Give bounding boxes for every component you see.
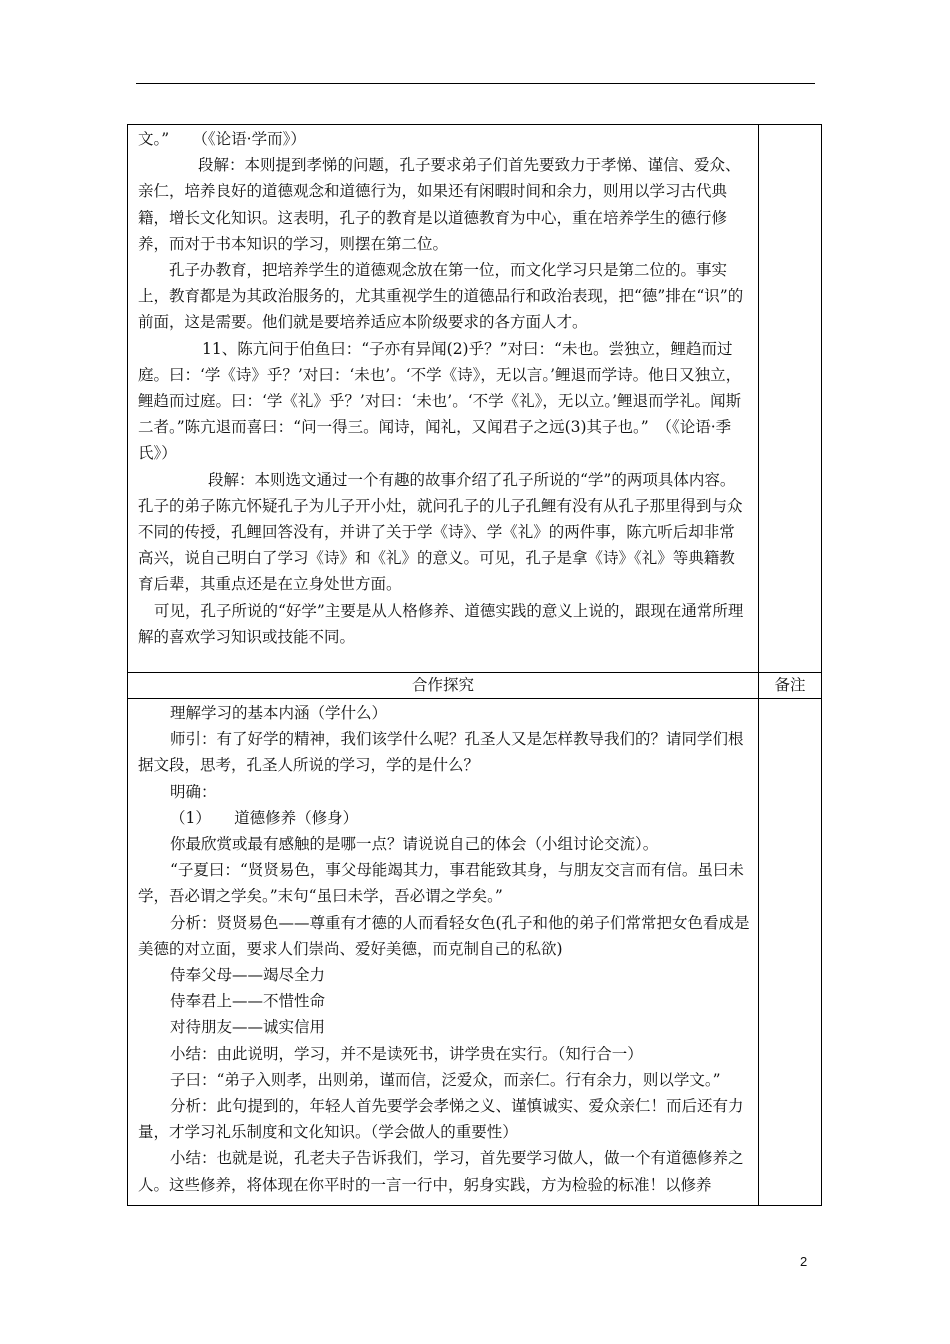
paragraph: 你最欣赏或最有感触的是哪一点？请说说自己的体会（小组讨论交流）。 bbox=[170, 835, 659, 854]
paragraph: 小结：也就是说，孔老夫子告诉我们，学习，首先要学习做人，做一个有道德修养之人。这些修养，将体现在你平时的一言一行中，躬身实践，方为检验的标准！以修养 bbox=[138, 1149, 744, 1194]
inquiry-section bbox=[138, 700, 750, 1198]
paragraph: （1） 道德修养（修身） bbox=[170, 808, 359, 827]
paragraph: 小结：由此说明，学习，并不是读死书，讲学贵在实行。（知行合一） bbox=[170, 1044, 643, 1063]
paragraph: 侍奉父母——竭尽全力 bbox=[170, 966, 326, 985]
paragraph: 11、陈亢问于伯鱼曰：“子亦有异闻(2)乎？”对曰：“未也。尝独立，鲤趋而过庭。曰：‘学《诗》乎？’对曰：‘未也’。‘不学《诗》，无以言。’鲤退而学诗。他日又独立，鲤趋而过庭。曰：‘学《礼》乎？’对曰：‘未也’。‘不学《礼》，无以立。’鲤退而学礼。闻斯二者。”陈亢退而喜曰：“问一得三。闻诗，闻礼，又闻君子之远(3)其子也。” （《论语·季氏》） bbox=[138, 339, 742, 463]
paragraph: 明确： bbox=[170, 782, 217, 801]
section-header-notes: 备注 bbox=[774, 676, 806, 694]
paragraph: 孔子办教育，把培养学生的道德观念放在第一位，而文化学习只是第二位的。事实上，教育都是为其政治服务的，尤其重视学生的道德品行和政治表现，把“德”排在“识”的前面，这是需要。他们就是要培养适应本阶级要求的各方面人才。 bbox=[138, 261, 744, 332]
column-divider bbox=[758, 125, 759, 1205]
paragraph: 分析：贤贤易色——尊重有才德的人而看轻女色(孔子和他的弟子们常常把女色看成是美德的对立面，要求人们崇尚、爱好美德，而克制自己的私欲) bbox=[138, 913, 750, 958]
paragraph: 对待朋友——诚实信用 bbox=[170, 1018, 326, 1037]
reading-section bbox=[138, 126, 750, 650]
paragraph: 侍奉君上——不惜性命 bbox=[170, 992, 326, 1011]
paragraph: 理解学习的基本内涵（学什么） bbox=[170, 704, 388, 722]
paragraph: “子夏曰：“贤贤易色，事父母能竭其力，事君能致其身，与朋友交言而有信。虽曰未学，吾必谓之学矣。”末句“虽曰未学，吾必谓之学矣。” bbox=[138, 861, 744, 906]
row-divider bbox=[128, 698, 821, 699]
paragraph: 分析：此句提到的，年轻人首先要学会孝悌之义、谨慎诚实、爱众亲仁！而后还有力量，才学习礼乐制度和文化知识。（学会做人的重要性） bbox=[138, 1097, 744, 1142]
page-number: 2 bbox=[800, 1254, 808, 1269]
lesson-table bbox=[127, 124, 822, 1206]
paragraph: 师引：有了好学的精神，我们该学什么呢？孔圣人又是怎样教导我们的？请同学们根据文段，思考，孔圣人所说的学习，学的是什么？ bbox=[138, 730, 744, 775]
section-header-cooperative-inquiry: 合作探究 bbox=[411, 676, 474, 694]
paragraph: 段解：本则提到孝悌的问题，孔子要求弟子们首先要致力于孝悌、谨信、爱众、亲仁，培养良好的道德观念和道德行为，如果还有闲暇时间和余力，则用以学习古代典籍，增长文化知识。这表明，孔子的教育是以道德教育为中心，重在培养学生的德行修养，而对于书本知识的学习，则摆在第二位。 bbox=[138, 156, 741, 253]
header-rule bbox=[136, 83, 815, 84]
paragraph: 子曰：“弟子入则孝，出则弟，谨而信，泛爱众，而亲仁。行有余力，则以学文。” bbox=[170, 1070, 721, 1089]
paragraph: 文。” （《论语·学而》） bbox=[138, 130, 306, 148]
paragraph: 可见，孔子所说的“好学”主要是从人格修养、道德实践的意义上说的，跟现在通常所理解的喜欢学习知识或技能不同。 bbox=[138, 601, 744, 646]
paragraph: 段解：本则选文通过一个有趣的故事介绍了孔子所说的“学”的两项具体内容。孔子的弟子陈亢怀疑孔子为儿子开小灶，就问孔子的儿子孔鲤有没有从孔子那里得到与众不同的传授，孔鲤回答没有，并讲了关于学《诗》、学《礼》的两件事，陈亢听后却非常高兴，说自己明白了学习《诗》和《礼》的意义。可见，孔子是拿《诗》《礼》等典籍教育后辈，其重点还是在立身处世方面。 bbox=[138, 470, 743, 594]
